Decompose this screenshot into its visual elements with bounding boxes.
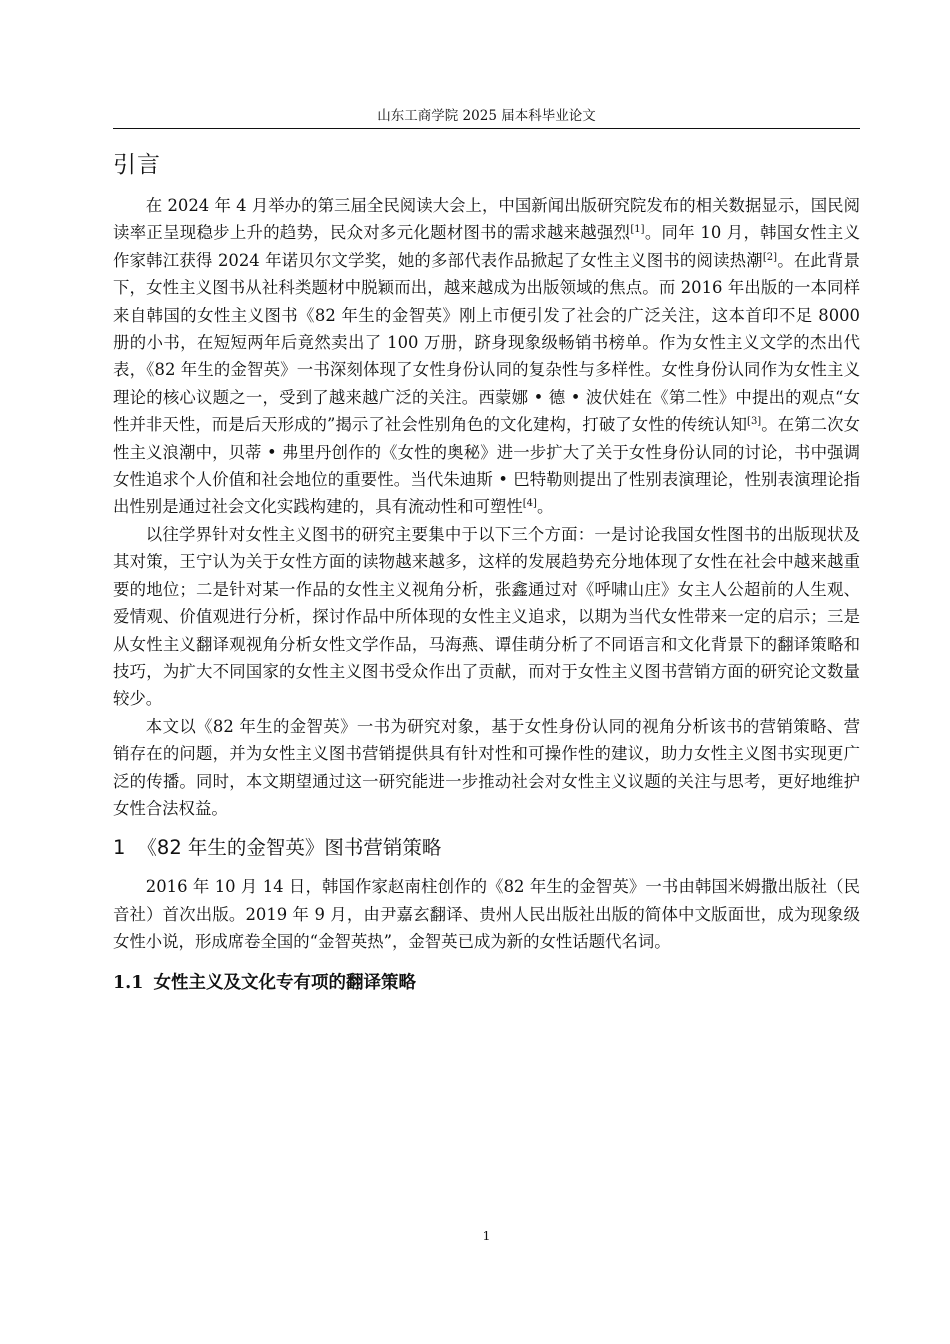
subsection-1-1-title: 女性主义及文化专有项的翻译策略: [153, 972, 416, 993]
citation-ref: [1]: [630, 224, 645, 236]
paragraph-text: 以往学界针对女性主义图书的研究主要集中于以下三个方面：一是讨论我国女性图书的出版现状及其对策，王宁认为关于女性方面的读物越来越多，这样的发展趋势充分地体现了女性在社会中越来越重要的地位；二是针对某一作品的女性主义视角分析，张鑫通过对《呼啸山庄》女主人公超前的人生观、爱情观、价值观进行分析，探讨作品中所体现的女性主义追求，以期为当代女性带来一定的启示；三是从女性主义翻译观视角分析女性文学作品，马海燕、谭佳萌分析了不同语言和文化背景下的翻译策略和技巧，为扩大不同国家的女性主义图书受众作出了贡献，而对于女性主义图书营销方面的研究论文数量较少。: [113, 524, 860, 709]
paragraph-text: 。在此背景下，女性主义图书从社科类题材中脱颖而出，越来越成为出版领域的焦点。而 2016 年出版的一本同样来自韩国的女性主义图书《82 年生的金智英》刚上市便引发了社会的广泛关注，这本首印不足 8000 册的小书，在短短两年后竟然卖出了 100 万册，跻身现象级畅销书榜单。作为女性主义文学的杰出代表，《82 年生的金智英》一书深刻体现了女性身份认同的复杂性与多样性。女性身份认同作为女性主义理论的核心议题之一，受到了越来越广泛的关注。西蒙娜 • 德 • 波伏娃在《第二性》中提出的观点“女性并非天性，而是后天形成的”揭示了社会性别角色的文化建构，打破了女性的传统认知: [113, 250, 860, 435]
intro-paragraph: [113, 192, 860, 521]
paragraph-text: 本文以《82 年生的金智英》一书为研究对象，基于女性身份认同的视角分析该书的营销策略、营销存在的问题，并为女性主义图书营销提供具有针对性和可操作性的建议，助力女性主义图书实现更广泛的传播。同时，本文期望通过这一研究能进一步推动社会对女性主义议题的关注与思考，更好地维护女性合法权益。: [113, 716, 860, 818]
citation-ref: [4]: [522, 498, 537, 510]
citation-ref: [3]: [747, 416, 762, 428]
section-heading-intro: 引言: [113, 152, 161, 178]
chapter-1-heading: [113, 822, 860, 873]
page-header: 山东工商学院 2025 届本科毕业论文: [377, 108, 596, 124]
paragraph-text: 。: [536, 497, 554, 517]
chapter-1-number: 1: [113, 836, 126, 860]
intro-paragraph: [113, 521, 860, 713]
paragraph-text: 。同年 10 月，韩国女性主义作家韩江获得 2024 年诺贝尔文学奖，她的多部代表作品掀起了女性主义图书的阅读热潮: [113, 223, 861, 270]
citation-ref: [2]: [762, 251, 778, 263]
intro-paragraph: [113, 713, 860, 823]
page-body: [113, 148, 860, 995]
paragraph-text: 在 2024 年 4 月举办的第三届全民阅读大会上，中国新闻出版研究院发布的相关数据显示，国民阅读率正呈现稳步上升的趋势，民众对多元化题材图书的需求越来越强烈: [113, 196, 860, 243]
page-number: 1: [482, 1228, 491, 1243]
subsection-1-1-heading: [113, 956, 860, 995]
chapter-1-title: 《82 年生的金智英》图书营销策略: [137, 836, 442, 860]
header-rule: [113, 128, 860, 129]
chapter-1-paragraph: 2016 年 10 月 14 日，韩国作家赵南柱创作的《82 年生的金智英》一书由韩国米姆撒出版社（民音社）首次出版。2019 年 9 月，由尹嘉玄翻译、贵州人民出版社出版的简体中文版面世，成为现象级女性小说，形成席卷全国的“金智英热”，金智英已成为新的女性话题代名词。: [113, 877, 860, 952]
paragraph-text: 。在第二次女性主义浪潮中，贝蒂 • 弗里丹创作的《女性的奥秘》进一步扩大了关于女性身份认同的讨论，书中强调女性追求个人价值和社会地位的重要性。当代朱迪斯 • 巴特勒则提出了性别表演理论，性别表演理论指出性别是通过社会文化实践构建的，具有流动性和可塑性: [113, 415, 860, 517]
subsection-1-1-number: 1.1: [113, 972, 144, 993]
